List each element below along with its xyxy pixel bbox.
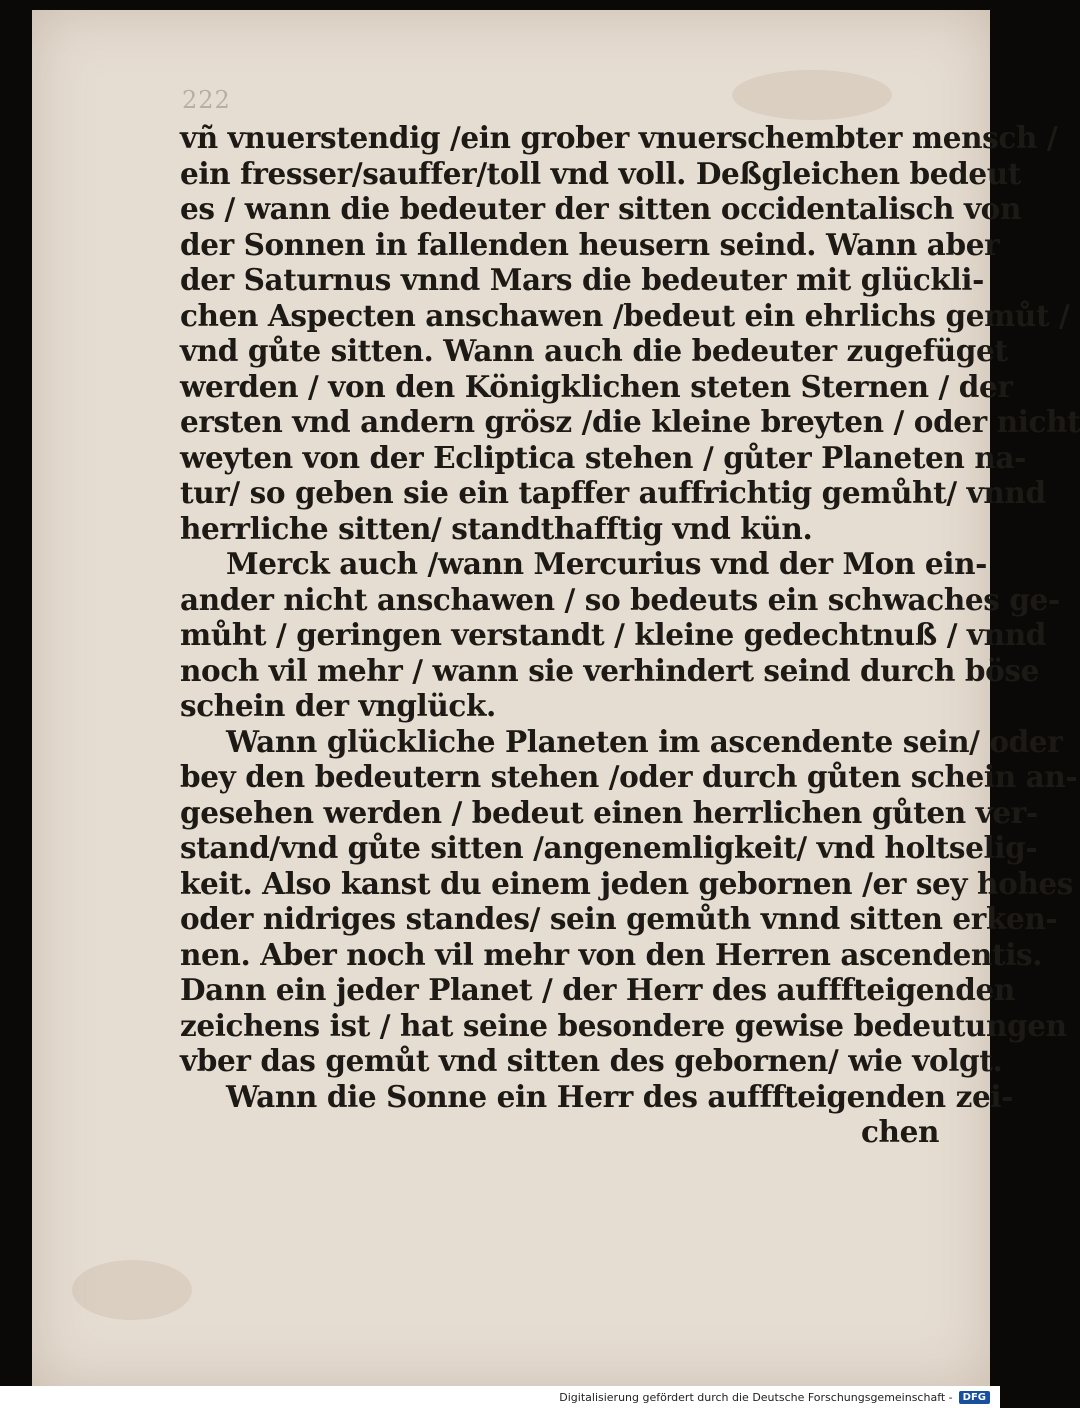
text-line: ein fresser/sauffer/toll vnd voll. Deßgleichen bedeut bbox=[180, 155, 1022, 191]
text-line: vnd gůte sitten. Wann auch die bedeuter zugefüget bbox=[180, 333, 1008, 368]
text-line: zeichens ist / hat seine besondere gewise bedeutungen bbox=[180, 1007, 1067, 1043]
dfg-logo: DFG bbox=[959, 1391, 990, 1404]
text-line: ander nicht anschawen / so bedeuts ein schwaches ge- bbox=[180, 581, 1060, 617]
text-line: tur/ so geben sie ein tapffer auffrichtig gemůht/ vnnd bbox=[180, 475, 1046, 510]
text-line: chen Aspecten anschawen /bedeut ein ehrlichs gemůt / bbox=[180, 297, 1070, 333]
text-line: werden / von den Königklichen steten Sternen / der bbox=[180, 368, 1013, 404]
text-line: gesehen werden / bedeut einen herrlichen gůten ver- bbox=[180, 794, 1038, 830]
text-line: Merck auch /wann Mercurius vnd der Mon ein- bbox=[226, 546, 987, 581]
text-line: vber das gemůt vnd sitten des gebornen/ wie volgt. bbox=[180, 1043, 1003, 1078]
text-line: herrliche sitten/ standthafftig vnd kün. bbox=[180, 510, 813, 546]
text-line: Wann die Sonne ein Herr des aufffteigenden zei- bbox=[226, 1078, 1013, 1114]
text-line: weyten von der Ecliptica stehen / gůter Planeten na- bbox=[180, 439, 1026, 475]
funding-notice: Digitalisierung gefördert durch die Deutsche Forschungsgemeinschaft - bbox=[559, 1390, 953, 1404]
text-line: der Sonnen in fallenden heusern seind. Wann aber bbox=[180, 226, 1000, 262]
text-line: oder nidriges standes/ sein gemůth vnnd sitten erken- bbox=[180, 901, 1058, 936]
text-line: můht / geringen verstandt / kleine gedechtnuß / vnnd bbox=[180, 617, 1047, 652]
text-line: schein der vnglück. bbox=[180, 688, 496, 723]
text-line: noch vil mehr / wann sie verhindert seind durch böse bbox=[180, 652, 1039, 688]
text-line: stand/vnd gůte sitten /angenemligkeit/ vnd holtselig- bbox=[180, 830, 1038, 865]
footer-bar bbox=[0, 1386, 1000, 1408]
text-line: ersten vnd andern grösz /die kleine breyten / oder nicht bbox=[180, 404, 1080, 439]
text-line: es / wann die bedeuter der sitten occidentalisch von bbox=[180, 191, 1022, 226]
paper-stain bbox=[72, 1260, 192, 1320]
text-line: der Saturnus vnnd Mars die bedeuter mit glückli- bbox=[180, 262, 984, 297]
document-page bbox=[32, 10, 1080, 1388]
text-line: Wann glückliche Planeten im ascendente sein/ oder bbox=[226, 723, 1063, 759]
text-line: Dann ein jeder Planet / der Herr des aufffteigenden bbox=[180, 972, 1015, 1007]
text-line: vñ vnuerstendig /ein grober vnuerschembter mensch / bbox=[180, 120, 1058, 155]
text-block bbox=[180, 120, 1080, 1150]
text-line: nen. Aber noch vil mehr von den Herren ascendentis. bbox=[180, 936, 1043, 972]
text-line: keit. Also kanst du einem jeden gebornen /er sey hohes bbox=[180, 865, 1073, 901]
text-line: bey den bedeutern stehen /oder durch gůten schein an- bbox=[180, 759, 1078, 794]
catchword: chen bbox=[860, 1114, 939, 1149]
paper-stain bbox=[732, 70, 892, 120]
page-number: 222 bbox=[182, 86, 231, 114]
